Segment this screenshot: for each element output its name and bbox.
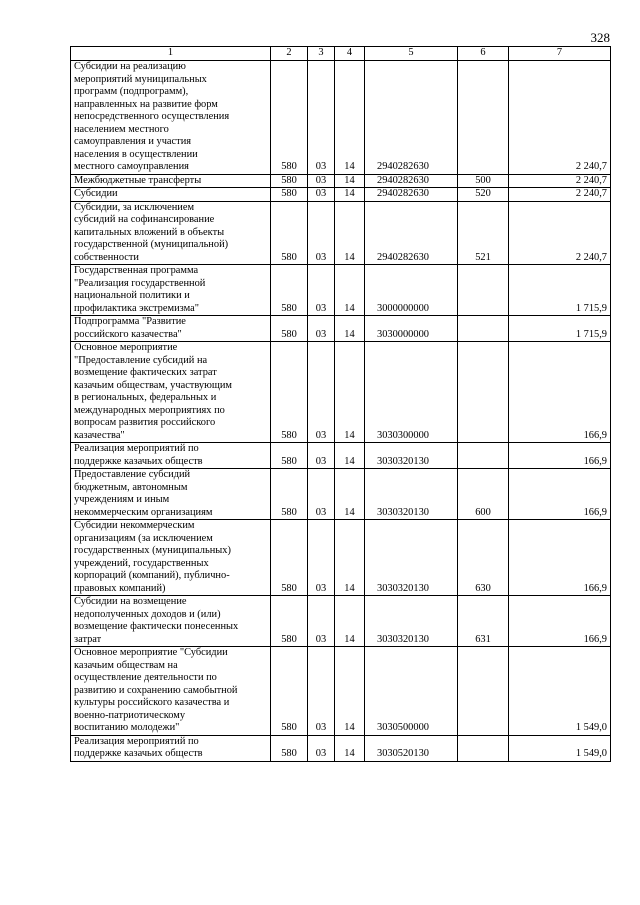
row-code-expense: 521 [458,201,509,265]
row-code-expense [458,443,509,469]
row-code-admin: 580 [271,201,308,265]
row-code-expense: 500 [458,174,509,188]
row-code-subsection: 14 [335,342,365,443]
row-name: Государственная программа "Реализация государственной национальной политики и профилактика экстремизма" [71,265,271,316]
row-code-section: 03 [308,342,335,443]
row-code-section: 03 [308,443,335,469]
row-code-section: 03 [308,520,335,596]
row-code-expense: 630 [458,520,509,596]
header-row [71,47,611,61]
row-code-expense: 600 [458,469,509,520]
row-amount: 1 715,9 [509,265,611,316]
row-code-section: 03 [308,188,335,202]
row-code-subsection: 14 [335,520,365,596]
row-code-admin: 580 [271,265,308,316]
row-code-subsection: 14 [335,201,365,265]
table-row [71,342,611,443]
table-row [71,188,611,202]
row-amount: 166,9 [509,342,611,443]
row-code-target: 3030320130 [365,469,458,520]
row-code-expense [458,342,509,443]
row-code-section: 03 [308,201,335,265]
table-row [71,316,611,342]
row-code-admin: 580 [271,316,308,342]
row-code-admin: 580 [271,596,308,647]
row-code-subsection: 14 [335,61,365,175]
row-code-section: 03 [308,265,335,316]
row-code-section: 03 [308,596,335,647]
row-code-section: 03 [308,61,335,175]
row-amount: 1 715,9 [509,316,611,342]
row-code-target: 3030320130 [365,443,458,469]
row-code-admin: 580 [271,520,308,596]
row-code-target: 2940282630 [365,188,458,202]
row-amount: 166,9 [509,596,611,647]
row-amount: 1 549,0 [509,647,611,736]
row-code-expense [458,61,509,175]
row-code-subsection: 14 [335,469,365,520]
table-row [71,174,611,188]
row-name: Подпрограмма "Развитие российского казачества" [71,316,271,342]
table-row [71,596,611,647]
row-code-admin: 580 [271,61,308,175]
table-row [71,469,611,520]
row-code-target: 3030320130 [365,520,458,596]
row-code-section: 03 [308,174,335,188]
row-code-admin: 580 [271,188,308,202]
row-amount: 166,9 [509,469,611,520]
row-code-subsection: 14 [335,596,365,647]
column-header: 2 [271,47,308,61]
row-name: Реализация мероприятий по поддержке казачьих обществ [71,735,271,761]
column-header: 4 [335,47,365,61]
row-code-subsection: 14 [335,265,365,316]
row-code-section: 03 [308,735,335,761]
row-code-target: 3030000000 [365,316,458,342]
row-code-subsection: 14 [335,735,365,761]
row-code-section: 03 [308,469,335,520]
row-code-admin: 580 [271,342,308,443]
row-code-admin: 580 [271,174,308,188]
row-code-expense [458,265,509,316]
row-name: Субсидии некоммерческим организациям (за исключением государственных (муниципальных) учреждений, государственных корпораций (компаний), публично- правовых компаний) [71,520,271,596]
column-header: 7 [509,47,611,61]
row-code-target: 2940282630 [365,61,458,175]
column-header: 6 [458,47,509,61]
column-header: 1 [71,47,271,61]
table-row [71,735,611,761]
row-code-expense [458,735,509,761]
row-code-target: 2940282630 [365,201,458,265]
row-code-admin: 580 [271,469,308,520]
page-number: 328 [590,30,610,45]
row-code-expense [458,647,509,736]
row-code-expense: 631 [458,596,509,647]
table-row [71,265,611,316]
row-amount: 2 240,7 [509,201,611,265]
row-code-expense: 520 [458,188,509,202]
row-name: Межбюджетные трансферты [71,174,271,188]
row-code-subsection: 14 [335,443,365,469]
row-name: Субсидии, за исключением субсидий на софинансирование капитальных вложений в объекты государственной (муниципальной) собственности [71,201,271,265]
row-code-admin: 580 [271,647,308,736]
row-amount: 1 549,0 [509,735,611,761]
row-code-section: 03 [308,647,335,736]
row-code-target: 2940282630 [365,174,458,188]
row-code-section: 03 [308,316,335,342]
row-code-subsection: 14 [335,174,365,188]
row-code-admin: 580 [271,443,308,469]
row-amount: 166,9 [509,443,611,469]
row-name: Реализация мероприятий по поддержке казачьих обществ [71,443,271,469]
table-row [71,443,611,469]
row-code-target: 3000000000 [365,265,458,316]
row-name: Основное мероприятие "Субсидии казачьим обществам на осуществление деятельности по развитию и сохранению самобытной культуры российского казачества и военно-патриотическому воспитанию молодежи" [71,647,271,736]
table-row [71,520,611,596]
row-code-target: 3030320130 [365,596,458,647]
budget-table [70,46,611,762]
row-code-subsection: 14 [335,316,365,342]
table-row [71,201,611,265]
row-code-target: 3030300000 [365,342,458,443]
row-name: Предоставление субсидий бюджетным, автономным учреждениям и иным некоммерческим организациям [71,469,271,520]
row-code-admin: 580 [271,735,308,761]
row-code-target: 3030500000 [365,647,458,736]
table-row [71,61,611,175]
row-code-target: 3030520130 [365,735,458,761]
row-code-expense [458,316,509,342]
row-amount: 2 240,7 [509,188,611,202]
row-amount: 2 240,7 [509,174,611,188]
row-name: Субсидии на возмещение недополученных доходов и (или) возмещение фактически понесенных затрат [71,596,271,647]
row-amount: 2 240,7 [509,61,611,175]
column-header: 3 [308,47,335,61]
table-row [71,647,611,736]
row-code-subsection: 14 [335,647,365,736]
column-header: 5 [365,47,458,61]
row-name: Субсидии [71,188,271,202]
row-name: Субсидии на реализацию мероприятий муниципальных программ (подпрограмм), направленных на развитие форм непосредственного осуществления населением местного самоуправления и участия населения в осуществлении местного самоуправления [71,61,271,175]
row-amount: 166,9 [509,520,611,596]
row-name: Основное мероприятие "Предоставление субсидий на возмещение фактических затрат казачьим обществам, участвующим в региональных, федеральных и международных мероприятиях по вопросам развития российского казачества" [71,342,271,443]
row-code-subsection: 14 [335,188,365,202]
